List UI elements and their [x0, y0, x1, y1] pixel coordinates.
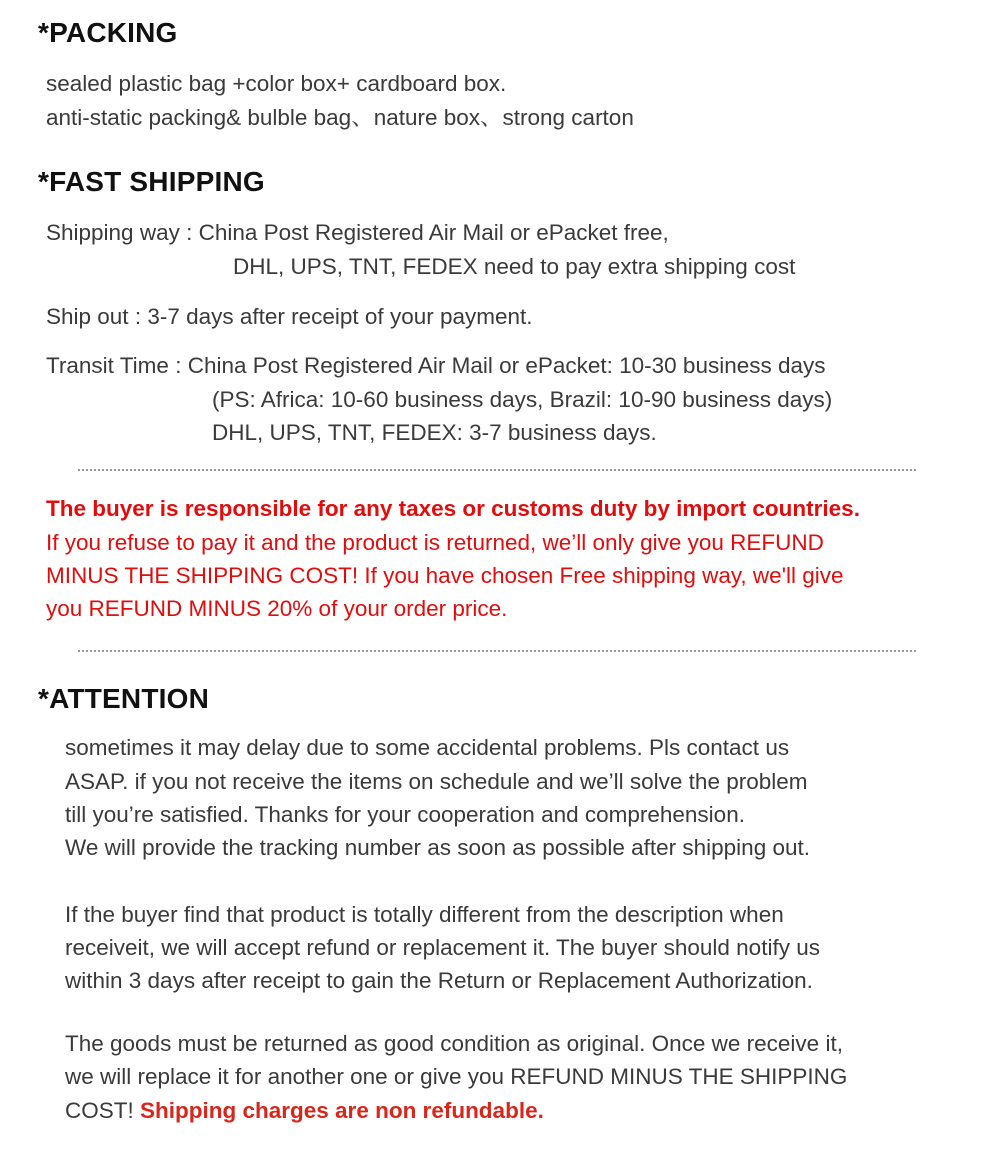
attention-p3-line-3 [65, 1094, 544, 1127]
refund-notice-line-2: MINUS THE SHIPPING COST! If you have chosen Free shipping way, we'll give [46, 563, 844, 588]
non-refundable-notice: Shipping charges are non refundable. [140, 1098, 544, 1123]
attention-p3-line-3-text: COST! [65, 1098, 141, 1123]
fast-shipping-heading: *FAST SHIPPING [38, 166, 265, 197]
transit-time-line-3: DHL, UPS, TNT, FEDEX: 3-7 business days. [212, 420, 657, 445]
dotted-divider-top [78, 469, 916, 471]
refund-notice-line-1: If you refuse to pay it and the product is returned, we’ll only give you REFUND [46, 530, 824, 555]
attention-p2-line-3: within 3 days after receipt to gain the Return or Replacement Authorization. [65, 968, 813, 993]
shipping-way-line: Shipping way : China Post Registered Air Mail or ePacket free, [46, 220, 669, 245]
attention-p1-line-4: We will provide the tracking number as soon as possible after shipping out. [65, 835, 810, 860]
packing-line-2: anti-static packing& bulble bag、nature box、strong carton [46, 105, 634, 130]
attention-p1-line-1: sometimes it may delay due to some accidental problems. Pls contact us [65, 735, 790, 760]
transit-time-line-2: (PS: Africa: 10-60 business days, Brazil: 10-90 business days) [212, 387, 833, 412]
attention-p2-line-2: receiveit, we will accept refund or replacement it. The buyer should notify us [65, 935, 820, 960]
attention-p3-line-1: The goods must be returned as good condition as original. Once we receive it, [65, 1031, 843, 1056]
attention-p1-line-3: till you’re satisfied. Thanks for your cooperation and comprehension. [65, 802, 745, 827]
attention-p2-line-1: If the buyer find that product is totally different from the description when [65, 902, 784, 927]
ship-out-line: Ship out : 3-7 days after receipt of your payment. [46, 304, 533, 329]
attention-p1-line-2: ASAP. if you not receive the items on schedule and we’ll solve the problem [65, 769, 808, 794]
packing-heading: *PACKING [38, 17, 178, 48]
attention-p3-line-2: we will replace it for another one or give you REFUND MINUS THE SHIPPING [65, 1064, 848, 1089]
transit-time-line: Transit Time : China Post Registered Air Mail or ePacket: 10-30 business days [46, 353, 826, 378]
dotted-divider-bottom [78, 650, 916, 652]
taxes-notice-bold: The buyer is responsible for any taxes or customs duty by import countries. [46, 496, 860, 521]
refund-notice-line-3: you REFUND MINUS 20% of your order price. [46, 596, 508, 621]
attention-heading: *ATTENTION [38, 683, 210, 714]
packing-line-1: sealed plastic bag +color box+ cardboard box. [46, 71, 507, 96]
shipping-way-line-2: DHL, UPS, TNT, FEDEX need to pay extra shipping cost [233, 254, 796, 279]
